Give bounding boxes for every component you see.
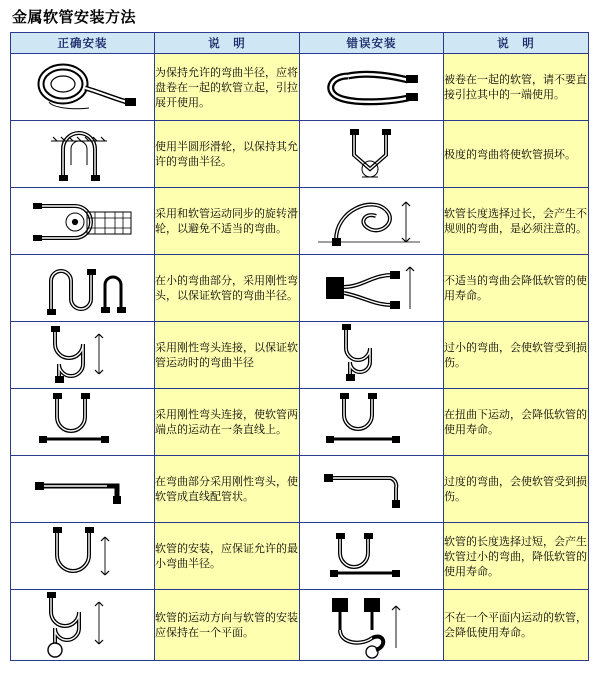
- hose-moving-out-of-plane-figure: [310, 590, 434, 660]
- note-cell-correct: 使用半圆形滑轮，以保持其允许的弯曲半径。: [155, 121, 300, 188]
- note-cell-correct: 软管的运动方向与软管的安装应保持在一个平面。: [155, 590, 300, 661]
- improper-bend-near-fitting-figure: [310, 259, 434, 317]
- note-cell-correct: 为保持允许的弯曲半径，应将盘卷在一起的软管立起，引拉展开使用。: [155, 54, 300, 121]
- rigid-elbow-at-bend-straight-piping-figure: [21, 464, 145, 514]
- table-header: [11, 33, 589, 54]
- hose-installed-with-minimum-bend-radius-figure: [21, 527, 145, 585]
- hose-bent-sharply-at-point-figure: [312, 125, 432, 183]
- table-row: [11, 188, 589, 255]
- figure-cell-correct: [11, 255, 155, 322]
- figure-cell-wrong: [300, 54, 444, 121]
- coiled-hose-pulled-straight-figure: [312, 58, 432, 116]
- column-header-wrong-install: 错误安装: [300, 33, 444, 54]
- table-row: [11, 255, 589, 322]
- coiled-hose-standing-upright-figure: [23, 58, 143, 116]
- figure-cell-wrong: [300, 188, 444, 255]
- table-row: [11, 590, 589, 661]
- figure-cell-correct: [11, 121, 155, 188]
- table-header-row: [11, 33, 589, 54]
- figure-cell-wrong: [300, 255, 444, 322]
- hose-too-long-irregular-bend-figure: [310, 192, 434, 250]
- note-cell-wrong: 被卷在一起的软管，请不要直接引拉其中的一端使用。: [444, 54, 589, 121]
- hose-twisted-while-moving-figure: [310, 393, 434, 451]
- figure-cell-correct: [11, 54, 155, 121]
- note-cell-wrong: 不在一个平面内运动的软管，会降低使用寿命。: [444, 590, 589, 661]
- table-row: [11, 121, 589, 188]
- hose-installation-table: [10, 32, 589, 661]
- figure-cell-wrong: [300, 121, 444, 188]
- figure-cell-correct: [11, 456, 155, 523]
- hose-too-long-small-bend-figure: [310, 527, 434, 585]
- note-cell-wrong: 极度的弯曲将使软管损坏。: [444, 121, 589, 188]
- figure-cell-correct: [11, 188, 155, 255]
- note-cell-wrong: 过度的弯曲，会使软管受到损伤。: [444, 456, 589, 523]
- figure-cell-wrong: [300, 322, 444, 389]
- figure-cell-wrong: [300, 456, 444, 523]
- rigid-elbows-both-ends-straight-line-figure: [21, 393, 145, 451]
- column-header-correct-install: 正确安装: [11, 33, 155, 54]
- table-row: [11, 322, 589, 389]
- figure-cell-correct: [11, 590, 155, 661]
- figure-cell-wrong: [300, 389, 444, 456]
- table-body: [11, 54, 589, 661]
- figure-cell-correct: [11, 523, 155, 590]
- note-cell-wrong: 过小的弯曲，会使软管受到损伤。: [444, 322, 589, 389]
- table-row: [11, 54, 589, 121]
- hose-over-semicircular-guide-pulley-figure: [23, 125, 143, 183]
- table-row: [11, 389, 589, 456]
- column-header-correct-note: 说 明: [155, 33, 300, 54]
- excessive-bend-at-corner-figure: [310, 464, 434, 514]
- table-row: [11, 523, 589, 590]
- figure-cell-correct: [11, 322, 155, 389]
- note-cell-wrong: 软管的长度选择过短，会产生软管过小的弯曲，降低软管的使用寿命。: [444, 523, 589, 590]
- note-cell-correct: 软管的安装，应保证允许的最小弯曲半径。: [155, 523, 300, 590]
- hose-with-synchronized-rotating-pulley-figure: [21, 192, 145, 250]
- rigid-elbow-connection-u-loop-figure: [21, 324, 145, 386]
- hose-motion-and-install-same-plane-figure: [21, 590, 145, 660]
- over-tight-bend-loop-figure: [310, 324, 434, 386]
- note-cell-correct: 采用刚性弯头连接，以保证软管运动时的弯曲半径: [155, 322, 300, 389]
- rigid-bend-at-small-radius-section-figure: [21, 259, 145, 317]
- note-cell-wrong: 在扭曲下运动，会降低软管的使用寿命。: [444, 389, 589, 456]
- note-cell-correct: 在弯曲部分采用刚性弯头，使软管成直线配管状。: [155, 456, 300, 523]
- note-cell-wrong: 软管长度选择过长，会产生不规则的弯曲，是必须注意的。: [444, 188, 589, 255]
- note-cell-correct: 采用和软管运动同步的旋转滑轮，以避免不适当的弯曲。: [155, 188, 300, 255]
- note-cell-wrong: 不适当的弯曲会降低软管的使用寿命。: [444, 255, 589, 322]
- figure-cell-correct: [11, 389, 155, 456]
- column-header-wrong-note: 说 明: [444, 33, 589, 54]
- figure-cell-wrong: [300, 523, 444, 590]
- note-cell-correct: 在小的弯曲部分，采用刚性弯头，以保证软管的弯曲半径。: [155, 255, 300, 322]
- page-title: 金属软管安装方法: [12, 8, 137, 26]
- table-row: [11, 456, 589, 523]
- figure-cell-wrong: [300, 590, 444, 661]
- note-cell-correct: 采用刚性弯头连接，使软管两端点的运动在一条直线上。: [155, 389, 300, 456]
